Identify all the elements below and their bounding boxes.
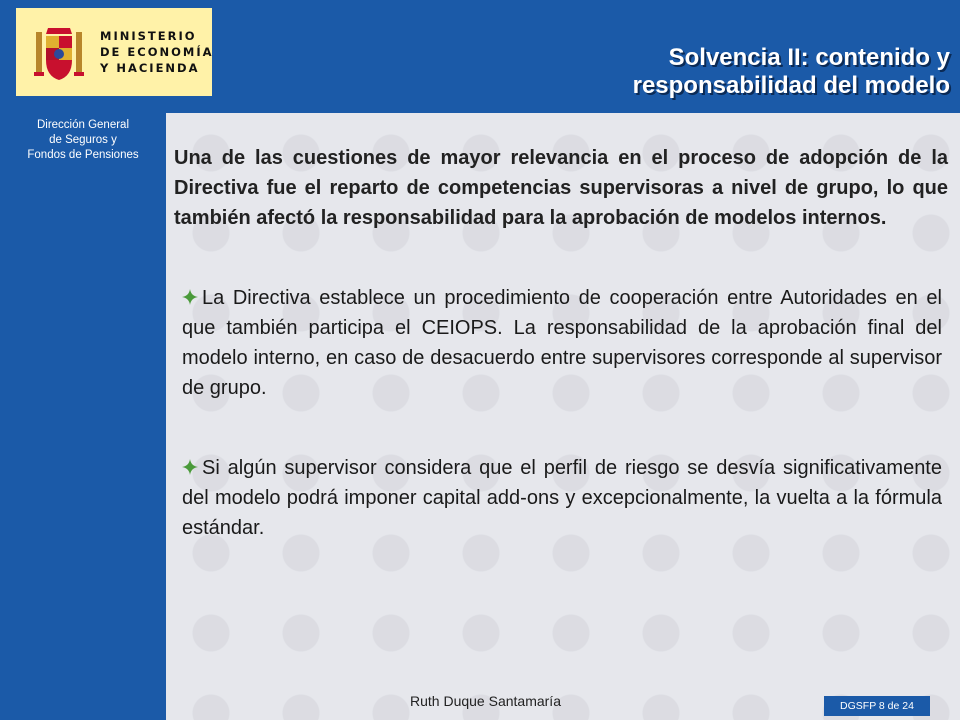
dept-line-3: Fondos de Pensiones	[27, 149, 139, 161]
title-line-1: Solvencia II: contenido y	[668, 44, 950, 71]
department-name	[0, 118, 166, 163]
bullet-item	[182, 453, 942, 543]
coat-of-arms-icon	[34, 22, 84, 82]
diamond-bullet-icon	[182, 459, 198, 475]
author-footer: Ruth Duque Santamaría	[410, 693, 561, 709]
diamond-bullet-icon	[182, 289, 198, 305]
sidebar	[0, 113, 166, 720]
bullet-item	[182, 283, 942, 403]
page-number: DGSFP 8 de 24	[824, 696, 930, 716]
ministry-logo	[16, 8, 212, 96]
header-band	[0, 0, 960, 113]
logo-line-2: DE ECONOMÍA	[100, 45, 214, 59]
slide-title	[390, 44, 950, 100]
dept-line-1: Dirección General	[36, 119, 130, 131]
bullet-text: Si algún supervisor considera que el perfil de riesgo se desvía significativamente del modelo podrá imponer capital add-ons y excepcionalmente, la vuelta a la fórmula estándar.	[182, 457, 942, 539]
logo-line-1: MINISTERIO	[100, 29, 197, 43]
ministry-name	[100, 28, 214, 76]
title-line-2: responsabilidad del modelo	[632, 72, 950, 99]
dept-line-2: de Seguros y	[49, 134, 117, 146]
bullet-text: La Directiva establece un procedimiento de cooperación entre Autoridades en el que también participa el CEIOPS. La responsabilidad de la aprobación final del modelo interno, en caso de desacuerdo entre supervisores corresponde al supervisor de grupo.	[182, 287, 942, 399]
slide-content	[166, 113, 960, 720]
logo-line-3: Y HACIENDA	[100, 61, 200, 75]
intro-paragraph: Una de las cuestiones de mayor relevancia en el proceso de adopción de la Directiva fue el reparto de competencias supervisoras a nivel de grupo, lo que también afectó la responsabilidad para la aprobación de modelos internos.	[174, 147, 948, 229]
